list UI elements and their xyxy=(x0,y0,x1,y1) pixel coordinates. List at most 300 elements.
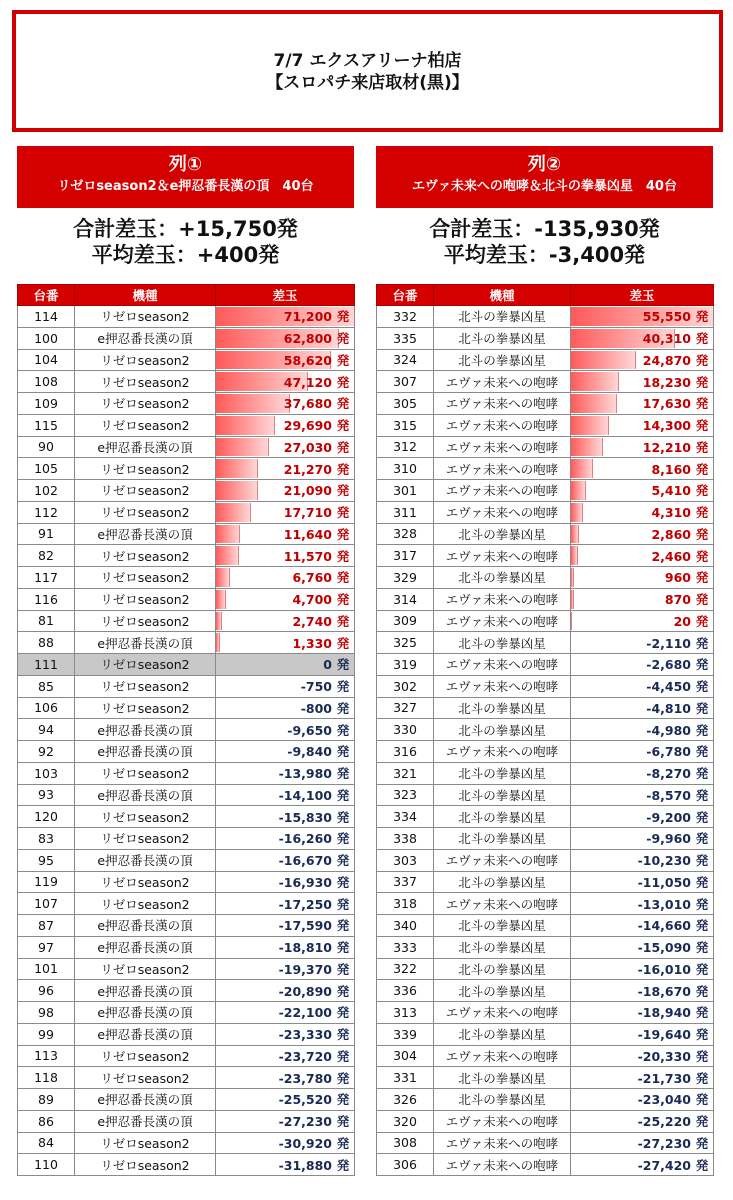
machine-model: リゼロseason2 xyxy=(75,414,216,436)
diff-cell xyxy=(216,654,355,676)
machine-model: エヴァ未来への咆哮 xyxy=(434,501,571,523)
diff-cell xyxy=(571,458,714,480)
diff-value: 62,800 xyxy=(283,331,332,347)
machine-model: e押忍番長漢の頂 xyxy=(75,327,216,349)
table-row xyxy=(18,697,355,719)
diff-unit: 発 xyxy=(695,1092,709,1108)
diff-value: -18,940 xyxy=(637,1005,691,1021)
diff-unit: 発 xyxy=(695,613,709,629)
table-row xyxy=(18,632,355,654)
machine-model: e押忍番長漢の頂 xyxy=(75,915,216,937)
diff-cell xyxy=(216,893,355,915)
table-row xyxy=(377,849,714,871)
diff-value: -27,230 xyxy=(278,1114,332,1130)
diff-cell xyxy=(216,1154,355,1176)
diff-value: 27,030 xyxy=(283,439,332,455)
table-row xyxy=(377,980,714,1002)
diff-value: -9,200 xyxy=(646,809,691,825)
machine-number: 324 xyxy=(377,349,434,371)
machine-model: エヴァ未来への咆哮 xyxy=(434,893,571,915)
machine-number: 340 xyxy=(377,915,434,937)
table-row xyxy=(18,567,355,589)
machine-model: 北斗の拳暴凶星 xyxy=(434,762,571,784)
diff-cell xyxy=(216,741,355,763)
diff-unit: 発 xyxy=(695,396,709,412)
machine-model: e押忍番長漢の頂 xyxy=(75,719,216,741)
machine-number: 86 xyxy=(18,1110,75,1132)
diff-cell xyxy=(571,1089,714,1111)
machine-model: エヴァ未来への咆哮 xyxy=(434,436,571,458)
diff-value: -8,570 xyxy=(646,787,691,803)
diff-value: -9,840 xyxy=(287,744,332,760)
col-model-header: 機種 xyxy=(434,285,571,306)
diff-bar xyxy=(571,590,574,609)
diff-unit: 発 xyxy=(695,1157,709,1173)
machine-number: 309 xyxy=(377,610,434,632)
diff-cell xyxy=(571,588,714,610)
diff-unit: 発 xyxy=(336,526,350,542)
diff-value: -27,230 xyxy=(637,1135,691,1151)
table-row xyxy=(18,784,355,806)
diff-cell xyxy=(571,436,714,458)
machine-model: e押忍番長漢の頂 xyxy=(75,849,216,871)
col-diff-header: 差玉 xyxy=(216,285,355,306)
table-row xyxy=(18,675,355,697)
diff-cell xyxy=(571,610,714,632)
machine-number: 100 xyxy=(18,327,75,349)
diff-unit: 発 xyxy=(336,635,350,651)
diff-cell xyxy=(216,458,355,480)
machine-model: リゼロseason2 xyxy=(75,654,216,676)
diff-cell xyxy=(571,327,714,349)
machine-number: 105 xyxy=(18,458,75,480)
machine-model: エヴァ未来への咆哮 xyxy=(434,545,571,567)
diff-unit: 発 xyxy=(336,439,350,455)
diff-value: 29,690 xyxy=(283,418,332,434)
diff-value: -22,100 xyxy=(278,1005,332,1021)
diff-bar xyxy=(571,372,619,391)
machine-model: 北斗の拳暴凶星 xyxy=(434,1089,571,1111)
machine-model: e押忍番長漢の頂 xyxy=(75,1110,216,1132)
diff-value: -13,010 xyxy=(637,896,691,912)
machine-number: 81 xyxy=(18,610,75,632)
diff-cell xyxy=(571,371,714,393)
machine-model: リゼロseason2 xyxy=(75,306,216,328)
diff-value: -30,920 xyxy=(278,1135,332,1151)
table-row xyxy=(18,327,355,349)
diff-value: 21,270 xyxy=(283,461,332,477)
diff-cell xyxy=(216,697,355,719)
diff-cell xyxy=(216,806,355,828)
machine-number: 120 xyxy=(18,806,75,828)
machine-model: 北斗の拳暴凶星 xyxy=(434,632,571,654)
right-total: 合計差玉：-135,930発 xyxy=(429,217,660,241)
diff-unit: 発 xyxy=(336,766,350,782)
table-row xyxy=(18,1154,355,1176)
diff-unit: 発 xyxy=(695,483,709,499)
machine-number: 93 xyxy=(18,784,75,806)
machine-model: 北斗の拳暴凶星 xyxy=(434,1067,571,1089)
diff-cell xyxy=(216,414,355,436)
right-subheading: エヴァ未来への咆哮＆北斗の拳暴凶星 40台 xyxy=(412,179,677,194)
diff-value: 47,120 xyxy=(283,374,332,390)
table-row xyxy=(18,893,355,915)
table-row xyxy=(18,871,355,893)
machine-number: 87 xyxy=(18,915,75,937)
diff-value: 2,860 xyxy=(651,526,691,542)
table-row xyxy=(377,610,714,632)
diff-unit: 発 xyxy=(336,374,350,390)
machine-number: 95 xyxy=(18,849,75,871)
left-banner xyxy=(17,146,354,208)
machine-number: 308 xyxy=(377,1132,434,1154)
machine-model: リゼロseason2 xyxy=(75,393,216,415)
page-subtitle: 【スロパチ来店取材(黒)】 xyxy=(266,73,469,93)
table-row xyxy=(18,501,355,523)
table-row xyxy=(377,893,714,915)
machine-number: 82 xyxy=(18,545,75,567)
diff-cell xyxy=(571,480,714,502)
machine-number: 119 xyxy=(18,871,75,893)
diff-cell xyxy=(571,697,714,719)
diff-cell xyxy=(216,980,355,1002)
machine-model: e押忍番長漢の頂 xyxy=(75,632,216,654)
diff-value: -15,830 xyxy=(278,809,332,825)
diff-unit: 発 xyxy=(695,331,709,347)
machine-number: 305 xyxy=(377,393,434,415)
col-num-header: 台番 xyxy=(377,285,434,306)
machine-model: e押忍番長漢の頂 xyxy=(75,1023,216,1045)
machine-number: 85 xyxy=(18,675,75,697)
diff-cell xyxy=(216,915,355,937)
machine-number: 339 xyxy=(377,1023,434,1045)
table-row xyxy=(377,458,714,480)
machine-model: リゼロseason2 xyxy=(75,958,216,980)
diff-value: 21,090 xyxy=(283,483,332,499)
machine-model: リゼロseason2 xyxy=(75,1067,216,1089)
diff-value: -16,260 xyxy=(278,831,332,847)
machine-number: 84 xyxy=(18,1132,75,1154)
table-row xyxy=(18,741,355,763)
machine-model: エヴァ未来への咆哮 xyxy=(434,654,571,676)
diff-unit: 発 xyxy=(695,766,709,782)
machine-model: エヴァ未来への咆哮 xyxy=(434,1132,571,1154)
diff-value: -4,980 xyxy=(646,722,691,738)
machine-number: 331 xyxy=(377,1067,434,1089)
table-row xyxy=(18,828,355,850)
machine-model: リゼロseason2 xyxy=(75,588,216,610)
table-row xyxy=(18,458,355,480)
diff-cell xyxy=(571,806,714,828)
table-row xyxy=(18,1045,355,1067)
diff-cell xyxy=(571,871,714,893)
machine-number: 97 xyxy=(18,936,75,958)
table-row xyxy=(377,1154,714,1176)
diff-value: -19,370 xyxy=(278,961,332,977)
diff-unit: 発 xyxy=(336,309,350,325)
machine-model: エヴァ未来への咆哮 xyxy=(434,1045,571,1067)
diff-cell xyxy=(216,610,355,632)
diff-value: 11,570 xyxy=(283,548,332,564)
diff-bar xyxy=(571,503,583,522)
diff-value: -4,450 xyxy=(646,679,691,695)
table-row xyxy=(18,414,355,436)
machine-number: 301 xyxy=(377,480,434,502)
machine-model: e押忍番長漢の頂 xyxy=(75,980,216,1002)
table-row xyxy=(377,871,714,893)
diff-unit: 発 xyxy=(336,853,350,869)
machine-model: エヴァ未来への咆哮 xyxy=(434,480,571,502)
machine-model: 北斗の拳暴凶星 xyxy=(434,306,571,328)
machine-model: リゼロseason2 xyxy=(75,371,216,393)
diff-unit: 発 xyxy=(336,613,350,629)
machine-model: リゼロseason2 xyxy=(75,349,216,371)
diff-value: -21,730 xyxy=(637,1070,691,1086)
diff-unit: 発 xyxy=(336,961,350,977)
table-row xyxy=(377,371,714,393)
machine-number: 317 xyxy=(377,545,434,567)
diff-unit: 発 xyxy=(336,352,350,368)
diff-bar xyxy=(571,525,579,544)
diff-cell xyxy=(216,371,355,393)
diff-value: 55,550 xyxy=(642,309,691,325)
diff-unit: 発 xyxy=(695,548,709,564)
diff-value: -2,680 xyxy=(646,657,691,673)
diff-unit: 発 xyxy=(695,309,709,325)
left-table-header xyxy=(18,285,355,306)
machine-number: 307 xyxy=(377,371,434,393)
table-row xyxy=(377,675,714,697)
diff-cell xyxy=(216,675,355,697)
table-row xyxy=(18,1067,355,1089)
diff-cell xyxy=(571,1154,714,1176)
machine-number: 103 xyxy=(18,762,75,784)
diff-cell xyxy=(216,327,355,349)
machine-model: e押忍番長漢の頂 xyxy=(75,936,216,958)
diff-cell xyxy=(571,501,714,523)
table-row xyxy=(18,806,355,828)
machine-number: 88 xyxy=(18,632,75,654)
machine-number: 106 xyxy=(18,697,75,719)
right-average: 平均差玉：-3,400発 xyxy=(443,243,646,267)
diff-cell xyxy=(216,393,355,415)
diff-unit: 発 xyxy=(695,1114,709,1130)
right-table-header xyxy=(377,285,714,306)
diff-value: -16,010 xyxy=(637,961,691,977)
diff-unit: 発 xyxy=(336,831,350,847)
diff-value: -9,650 xyxy=(287,722,332,738)
diff-value: -750 xyxy=(300,679,332,695)
diff-unit: 発 xyxy=(695,1135,709,1151)
table-row xyxy=(18,523,355,545)
col-num-header: 台番 xyxy=(18,285,75,306)
table-row xyxy=(377,480,714,502)
diff-unit: 発 xyxy=(695,461,709,477)
machine-model: 北斗の拳暴凶星 xyxy=(434,349,571,371)
diff-cell xyxy=(571,1067,714,1089)
panel-left xyxy=(17,146,354,1173)
machine-model: エヴァ未来への咆哮 xyxy=(434,1154,571,1176)
diff-cell xyxy=(571,306,714,328)
diff-value: -8,270 xyxy=(646,766,691,782)
diff-value: -4,810 xyxy=(646,700,691,716)
machine-number: 328 xyxy=(377,523,434,545)
diff-unit: 発 xyxy=(695,744,709,760)
diff-unit: 発 xyxy=(336,896,350,912)
machine-number: 117 xyxy=(18,567,75,589)
left-heading: 列① xyxy=(168,154,203,175)
diff-unit: 発 xyxy=(336,396,350,412)
diff-unit: 発 xyxy=(336,918,350,934)
diff-cell xyxy=(571,567,714,589)
left-summary xyxy=(17,216,354,268)
machine-number: 303 xyxy=(377,849,434,871)
diff-value: 4,310 xyxy=(651,505,691,521)
diff-unit: 発 xyxy=(336,592,350,608)
diff-cell xyxy=(216,1132,355,1154)
diff-bar xyxy=(216,612,222,631)
diff-value: -23,040 xyxy=(637,1092,691,1108)
diff-value: 1,330 xyxy=(292,635,332,651)
table-row xyxy=(377,784,714,806)
machine-number: 92 xyxy=(18,741,75,763)
machine-number: 320 xyxy=(377,1110,434,1132)
table-row xyxy=(377,523,714,545)
diff-bar xyxy=(571,568,574,587)
machine-number: 335 xyxy=(377,327,434,349)
diff-cell xyxy=(571,545,714,567)
diff-cell xyxy=(571,849,714,871)
machine-model: エヴァ未来への咆哮 xyxy=(434,1002,571,1024)
diff-unit: 発 xyxy=(695,592,709,608)
diff-value: 40,310 xyxy=(642,331,691,347)
machine-model: 北斗の拳暴凶星 xyxy=(434,980,571,1002)
diff-unit: 発 xyxy=(695,853,709,869)
diff-value: 5,410 xyxy=(651,483,691,499)
diff-cell xyxy=(571,1002,714,1024)
table-row xyxy=(377,567,714,589)
diff-bar xyxy=(216,568,230,587)
machine-number: 312 xyxy=(377,436,434,458)
table-row xyxy=(18,545,355,567)
machine-number: 98 xyxy=(18,1002,75,1024)
machine-model: リゼロseason2 xyxy=(75,501,216,523)
table-row xyxy=(18,349,355,371)
diff-cell xyxy=(571,1110,714,1132)
table-row xyxy=(18,654,355,676)
machine-number: 101 xyxy=(18,958,75,980)
table-row xyxy=(377,697,714,719)
machine-model: リゼロseason2 xyxy=(75,545,216,567)
table-row xyxy=(377,632,714,654)
machine-model: エヴァ未来への咆哮 xyxy=(434,393,571,415)
machine-model: リゼロseason2 xyxy=(75,828,216,850)
machine-model: 北斗の拳暴凶星 xyxy=(434,828,571,850)
right-summary xyxy=(376,216,713,268)
diff-value: -10,230 xyxy=(637,853,691,869)
table-row xyxy=(377,762,714,784)
diff-value: -20,330 xyxy=(637,1048,691,1064)
machine-model: リゼロseason2 xyxy=(75,762,216,784)
diff-unit: 発 xyxy=(695,809,709,825)
machine-model: リゼロseason2 xyxy=(75,893,216,915)
left-table xyxy=(17,284,355,1176)
machine-model: リゼロseason2 xyxy=(75,567,216,589)
left-subheading: リゼロseason2＆e押忍番長漢の頂 40台 xyxy=(57,179,314,194)
machine-model: エヴァ未来への咆哮 xyxy=(434,610,571,632)
diff-cell xyxy=(571,936,714,958)
machine-number: 330 xyxy=(377,719,434,741)
col-diff-header: 差玉 xyxy=(571,285,714,306)
machine-model: リゼロseason2 xyxy=(75,675,216,697)
diff-unit: 発 xyxy=(336,787,350,803)
table-row xyxy=(18,480,355,502)
diff-cell xyxy=(216,1002,355,1024)
machine-model: 北斗の拳暴凶星 xyxy=(434,327,571,349)
machine-number: 334 xyxy=(377,806,434,828)
diff-value: -6,780 xyxy=(646,744,691,760)
diff-unit: 発 xyxy=(695,1027,709,1043)
table-row xyxy=(18,980,355,1002)
machine-number: 325 xyxy=(377,632,434,654)
table-row xyxy=(18,1023,355,1045)
diff-bar xyxy=(216,590,226,609)
machine-model: リゼロseason2 xyxy=(75,806,216,828)
machine-model: 北斗の拳暴凶星 xyxy=(434,567,571,589)
diff-cell xyxy=(571,741,714,763)
diff-value: 0 xyxy=(323,657,332,673)
diff-value: -31,880 xyxy=(278,1157,332,1173)
diff-cell xyxy=(216,1089,355,1111)
diff-bar xyxy=(571,351,636,370)
table-row xyxy=(377,436,714,458)
table-row xyxy=(18,1110,355,1132)
table-row xyxy=(377,936,714,958)
diff-unit: 発 xyxy=(695,679,709,695)
diff-value: -27,420 xyxy=(637,1157,691,1173)
machine-model: リゼロseason2 xyxy=(75,610,216,632)
machine-number: 99 xyxy=(18,1023,75,1045)
diff-unit: 発 xyxy=(695,722,709,738)
diff-unit: 発 xyxy=(336,657,350,673)
diff-value: -23,720 xyxy=(278,1048,332,1064)
diff-bar xyxy=(216,416,275,435)
diff-cell xyxy=(216,480,355,502)
table-row xyxy=(377,545,714,567)
table-row xyxy=(377,719,714,741)
table-row xyxy=(18,719,355,741)
left-average: 平均差玉：+400発 xyxy=(91,243,280,267)
machine-number: 114 xyxy=(18,306,75,328)
panel-right xyxy=(376,146,713,1173)
machine-number: 337 xyxy=(377,871,434,893)
diff-bar xyxy=(571,394,617,413)
diff-bar xyxy=(571,416,609,435)
machine-model: エヴァ未来への咆哮 xyxy=(434,588,571,610)
diff-value: -13,980 xyxy=(278,766,332,782)
diff-cell xyxy=(571,893,714,915)
diff-cell xyxy=(216,1023,355,1045)
diff-value: -800 xyxy=(300,700,332,716)
machine-number: 90 xyxy=(18,436,75,458)
diff-cell xyxy=(216,784,355,806)
diff-unit: 発 xyxy=(336,1114,350,1130)
diff-unit: 発 xyxy=(695,635,709,651)
diff-unit: 発 xyxy=(695,439,709,455)
diff-value: 2,740 xyxy=(292,613,332,629)
table-row xyxy=(377,915,714,937)
diff-value: -17,250 xyxy=(278,896,332,912)
